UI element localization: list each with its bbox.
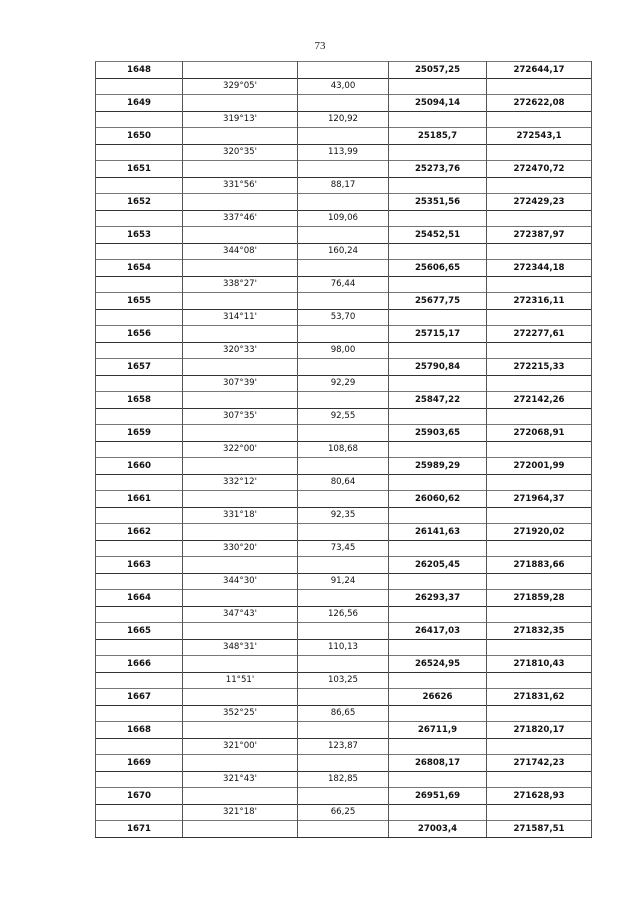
point-id-cell: 1653 — [96, 227, 183, 244]
y-coord-cell: 271832,35 — [487, 623, 592, 640]
x-coord-cell — [389, 771, 487, 788]
x-coord-cell — [389, 606, 487, 623]
segment-row — [96, 309, 592, 326]
length-cell: 80,64 — [298, 474, 389, 491]
segment-row — [96, 474, 592, 491]
point-id-cell: 1667 — [96, 689, 183, 706]
point-id-cell — [96, 639, 183, 656]
length-cell: 91,24 — [298, 573, 389, 590]
point-id-cell: 1651 — [96, 161, 183, 178]
point-id-cell — [96, 540, 183, 557]
point-id-cell — [96, 144, 183, 161]
angle-cell — [183, 62, 298, 79]
y-coord-cell: 271587,51 — [487, 821, 592, 838]
y-coord-cell: 272316,11 — [487, 293, 592, 310]
point-id-cell — [96, 177, 183, 194]
y-coord-cell: 271964,37 — [487, 491, 592, 508]
point-row — [96, 194, 592, 211]
angle-cell — [183, 425, 298, 442]
x-coord-cell: 26808,17 — [389, 755, 487, 772]
segment-row — [96, 210, 592, 227]
coordinates-table — [95, 61, 592, 838]
angle-cell — [183, 557, 298, 574]
point-row — [96, 722, 592, 739]
segment-row — [96, 738, 592, 755]
point-row — [96, 95, 592, 112]
segment-row — [96, 342, 592, 359]
x-coord-cell — [389, 342, 487, 359]
y-coord-cell — [487, 243, 592, 260]
length-cell: 182,85 — [298, 771, 389, 788]
x-coord-cell: 26205,45 — [389, 557, 487, 574]
x-coord-cell: 25989,29 — [389, 458, 487, 475]
point-id-cell: 1666 — [96, 656, 183, 673]
x-coord-cell: 25351,56 — [389, 194, 487, 211]
angle-cell — [183, 590, 298, 607]
angle-cell: 320°33' — [183, 342, 298, 359]
y-coord-cell — [487, 441, 592, 458]
x-coord-cell: 25606,65 — [389, 260, 487, 277]
angle-cell — [183, 260, 298, 277]
y-coord-cell — [487, 474, 592, 491]
x-coord-cell: 25790,84 — [389, 359, 487, 376]
segment-row — [96, 540, 592, 557]
point-id-cell — [96, 111, 183, 128]
angle-cell — [183, 458, 298, 475]
x-coord-cell: 25185,7 — [389, 128, 487, 145]
point-id-cell: 1650 — [96, 128, 183, 145]
angle-cell — [183, 491, 298, 508]
y-coord-cell: 272215,33 — [487, 359, 592, 376]
length-cell — [298, 326, 389, 343]
x-coord-cell — [389, 507, 487, 524]
angle-cell — [183, 359, 298, 376]
x-coord-cell — [389, 309, 487, 326]
length-cell: 73,45 — [298, 540, 389, 557]
x-coord-cell — [389, 243, 487, 260]
length-cell — [298, 590, 389, 607]
angle-cell: 329°05' — [183, 78, 298, 95]
length-cell: 86,65 — [298, 705, 389, 722]
segment-row — [96, 375, 592, 392]
point-id-cell — [96, 375, 183, 392]
x-coord-cell — [389, 474, 487, 491]
angle-cell — [183, 293, 298, 310]
length-cell: 66,25 — [298, 804, 389, 821]
point-id-cell: 1664 — [96, 590, 183, 607]
y-coord-cell — [487, 408, 592, 425]
x-coord-cell — [389, 738, 487, 755]
x-coord-cell: 25847,22 — [389, 392, 487, 409]
angle-cell — [183, 788, 298, 805]
length-cell: 126,56 — [298, 606, 389, 623]
x-coord-cell — [389, 111, 487, 128]
point-id-cell — [96, 243, 183, 260]
segment-row — [96, 441, 592, 458]
length-cell: 108,68 — [298, 441, 389, 458]
x-coord-cell: 25677,75 — [389, 293, 487, 310]
angle-cell: 330°20' — [183, 540, 298, 557]
x-coord-cell: 25094,14 — [389, 95, 487, 112]
angle-cell: 332°12' — [183, 474, 298, 491]
y-coord-cell — [487, 342, 592, 359]
y-coord-cell: 272429,23 — [487, 194, 592, 211]
x-coord-cell: 26711,9 — [389, 722, 487, 739]
length-cell — [298, 557, 389, 574]
point-row — [96, 359, 592, 376]
x-coord-cell — [389, 672, 487, 689]
point-id-cell: 1671 — [96, 821, 183, 838]
point-row — [96, 491, 592, 508]
x-coord-cell — [389, 276, 487, 293]
angle-cell — [183, 392, 298, 409]
x-coord-cell — [389, 78, 487, 95]
point-row — [96, 128, 592, 145]
point-row — [96, 821, 592, 838]
x-coord-cell: 26293,37 — [389, 590, 487, 607]
length-cell — [298, 392, 389, 409]
point-id-cell: 1652 — [96, 194, 183, 211]
length-cell — [298, 425, 389, 442]
point-id-cell: 1654 — [96, 260, 183, 277]
length-cell: 92,29 — [298, 375, 389, 392]
segment-row — [96, 573, 592, 590]
point-id-cell — [96, 309, 183, 326]
y-coord-cell — [487, 738, 592, 755]
y-coord-cell — [487, 672, 592, 689]
segment-row — [96, 672, 592, 689]
length-cell: 92,55 — [298, 408, 389, 425]
length-cell — [298, 128, 389, 145]
y-coord-cell — [487, 177, 592, 194]
y-coord-cell — [487, 507, 592, 524]
angle-cell — [183, 128, 298, 145]
point-row — [96, 161, 592, 178]
x-coord-cell: 26417,03 — [389, 623, 487, 640]
length-cell — [298, 359, 389, 376]
angle-cell: 348°31' — [183, 639, 298, 656]
x-coord-cell: 26060,62 — [389, 491, 487, 508]
point-id-cell — [96, 672, 183, 689]
x-coord-cell — [389, 210, 487, 227]
length-cell — [298, 755, 389, 772]
y-coord-cell — [487, 804, 592, 821]
x-coord-cell: 25057,25 — [389, 62, 487, 79]
length-cell: 120,92 — [298, 111, 389, 128]
angle-cell — [183, 524, 298, 541]
segment-row — [96, 276, 592, 293]
x-coord-cell: 26626 — [389, 689, 487, 706]
point-row — [96, 590, 592, 607]
length-cell — [298, 62, 389, 79]
x-coord-cell: 26951,69 — [389, 788, 487, 805]
point-id-cell: 1663 — [96, 557, 183, 574]
x-coord-cell — [389, 177, 487, 194]
point-id-cell: 1665 — [96, 623, 183, 640]
y-coord-cell: 271742,23 — [487, 755, 592, 772]
point-row — [96, 293, 592, 310]
y-coord-cell: 272470,72 — [487, 161, 592, 178]
point-row — [96, 62, 592, 79]
length-cell: 88,17 — [298, 177, 389, 194]
y-coord-cell — [487, 144, 592, 161]
y-coord-cell: 271859,28 — [487, 590, 592, 607]
point-row — [96, 392, 592, 409]
y-coord-cell: 272644,17 — [487, 62, 592, 79]
length-cell — [298, 689, 389, 706]
angle-cell: 331°56' — [183, 177, 298, 194]
y-coord-cell — [487, 276, 592, 293]
angle-cell — [183, 227, 298, 244]
point-id-cell — [96, 804, 183, 821]
length-cell: 160,24 — [298, 243, 389, 260]
point-row — [96, 524, 592, 541]
segment-row — [96, 705, 592, 722]
angle-cell: 314°11' — [183, 309, 298, 326]
x-coord-cell — [389, 540, 487, 557]
y-coord-cell: 272277,61 — [487, 326, 592, 343]
y-coord-cell — [487, 210, 592, 227]
point-id-cell — [96, 507, 183, 524]
point-id-cell — [96, 441, 183, 458]
point-row — [96, 557, 592, 574]
point-row — [96, 755, 592, 772]
segment-row — [96, 507, 592, 524]
point-id-cell — [96, 573, 183, 590]
point-row — [96, 260, 592, 277]
x-coord-cell — [389, 144, 487, 161]
y-coord-cell: 272387,97 — [487, 227, 592, 244]
point-id-cell — [96, 408, 183, 425]
y-coord-cell — [487, 78, 592, 95]
point-id-cell: 1661 — [96, 491, 183, 508]
segment-row — [96, 144, 592, 161]
angle-cell: 344°30' — [183, 573, 298, 590]
y-coord-cell: 272001,99 — [487, 458, 592, 475]
point-id-cell — [96, 474, 183, 491]
y-coord-cell: 271628,93 — [487, 788, 592, 805]
segment-row — [96, 804, 592, 821]
point-row — [96, 326, 592, 343]
x-coord-cell: 26141,63 — [389, 524, 487, 541]
point-id-cell — [96, 606, 183, 623]
point-id-cell — [96, 276, 183, 293]
x-coord-cell — [389, 804, 487, 821]
point-id-cell: 1659 — [96, 425, 183, 442]
segment-row — [96, 243, 592, 260]
y-coord-cell — [487, 771, 592, 788]
x-coord-cell: 25452,51 — [389, 227, 487, 244]
angle-cell: 337°46' — [183, 210, 298, 227]
angle-cell — [183, 722, 298, 739]
point-row — [96, 425, 592, 442]
length-cell — [298, 722, 389, 739]
angle-cell — [183, 656, 298, 673]
angle-cell: 321°18' — [183, 804, 298, 821]
length-cell — [298, 788, 389, 805]
segment-row — [96, 111, 592, 128]
length-cell: 123,87 — [298, 738, 389, 755]
segment-row — [96, 78, 592, 95]
coordinates-table-body — [96, 62, 592, 838]
point-id-cell: 1656 — [96, 326, 183, 343]
y-coord-cell — [487, 573, 592, 590]
segment-row — [96, 639, 592, 656]
length-cell — [298, 458, 389, 475]
point-id-cell: 1668 — [96, 722, 183, 739]
segment-row — [96, 606, 592, 623]
point-id-cell: 1655 — [96, 293, 183, 310]
length-cell: 103,25 — [298, 672, 389, 689]
point-id-cell: 1658 — [96, 392, 183, 409]
length-cell — [298, 656, 389, 673]
point-id-cell — [96, 342, 183, 359]
angle-cell: 320°35' — [183, 144, 298, 161]
y-coord-cell: 271920,02 — [487, 524, 592, 541]
angle-cell — [183, 623, 298, 640]
angle-cell: 352°25' — [183, 705, 298, 722]
angle-cell — [183, 95, 298, 112]
y-coord-cell: 271831,62 — [487, 689, 592, 706]
x-coord-cell: 26524,95 — [389, 656, 487, 673]
point-id-cell — [96, 78, 183, 95]
length-cell — [298, 524, 389, 541]
angle-cell: 307°39' — [183, 375, 298, 392]
length-cell: 113,99 — [298, 144, 389, 161]
point-row — [96, 656, 592, 673]
point-row — [96, 458, 592, 475]
angle-cell: 347°43' — [183, 606, 298, 623]
angle-cell: 331°18' — [183, 507, 298, 524]
angle-cell — [183, 689, 298, 706]
point-id-cell — [96, 738, 183, 755]
segment-row — [96, 408, 592, 425]
point-row — [96, 227, 592, 244]
x-coord-cell — [389, 408, 487, 425]
angle-cell — [183, 194, 298, 211]
point-id-cell — [96, 210, 183, 227]
y-coord-cell: 271820,17 — [487, 722, 592, 739]
length-cell: 76,44 — [298, 276, 389, 293]
y-coord-cell — [487, 111, 592, 128]
length-cell — [298, 821, 389, 838]
angle-cell: 11°51' — [183, 672, 298, 689]
y-coord-cell: 272142,26 — [487, 392, 592, 409]
point-id-cell: 1662 — [96, 524, 183, 541]
angle-cell: 319°13' — [183, 111, 298, 128]
angle-cell: 344°08' — [183, 243, 298, 260]
length-cell: 109,06 — [298, 210, 389, 227]
x-coord-cell — [389, 573, 487, 590]
x-coord-cell: 25903,65 — [389, 425, 487, 442]
y-coord-cell: 271810,43 — [487, 656, 592, 673]
angle-cell: 307°35' — [183, 408, 298, 425]
angle-cell — [183, 161, 298, 178]
y-coord-cell — [487, 375, 592, 392]
length-cell: 43,00 — [298, 78, 389, 95]
segment-row — [96, 771, 592, 788]
length-cell — [298, 227, 389, 244]
x-coord-cell: 25715,17 — [389, 326, 487, 343]
point-id-cell — [96, 771, 183, 788]
angle-cell — [183, 755, 298, 772]
x-coord-cell — [389, 375, 487, 392]
x-coord-cell — [389, 441, 487, 458]
length-cell — [298, 95, 389, 112]
length-cell — [298, 161, 389, 178]
angle-cell: 321°43' — [183, 771, 298, 788]
y-coord-cell: 272068,91 — [487, 425, 592, 442]
y-coord-cell: 271883,66 — [487, 557, 592, 574]
length-cell — [298, 260, 389, 277]
x-coord-cell — [389, 705, 487, 722]
y-coord-cell — [487, 309, 592, 326]
angle-cell — [183, 326, 298, 343]
y-coord-cell: 272344,18 — [487, 260, 592, 277]
point-id-cell: 1670 — [96, 788, 183, 805]
point-id-cell: 1669 — [96, 755, 183, 772]
y-coord-cell: 272622,08 — [487, 95, 592, 112]
point-id-cell — [96, 705, 183, 722]
length-cell: 53,70 — [298, 309, 389, 326]
angle-cell: 338°27' — [183, 276, 298, 293]
point-id-cell: 1657 — [96, 359, 183, 376]
angle-cell — [183, 821, 298, 838]
length-cell: 92,35 — [298, 507, 389, 524]
angle-cell: 322°00' — [183, 441, 298, 458]
segment-row — [96, 177, 592, 194]
length-cell — [298, 194, 389, 211]
y-coord-cell: 272543,1 — [487, 128, 592, 145]
page-number: 73 — [314, 40, 326, 52]
x-coord-cell: 27003,4 — [389, 821, 487, 838]
point-row — [96, 689, 592, 706]
length-cell: 110,13 — [298, 639, 389, 656]
point-id-cell: 1648 — [96, 62, 183, 79]
x-coord-cell — [389, 639, 487, 656]
y-coord-cell — [487, 705, 592, 722]
length-cell — [298, 293, 389, 310]
length-cell — [298, 491, 389, 508]
length-cell — [298, 623, 389, 640]
point-row — [96, 788, 592, 805]
point-id-cell: 1660 — [96, 458, 183, 475]
point-id-cell: 1649 — [96, 95, 183, 112]
angle-cell: 321°00' — [183, 738, 298, 755]
y-coord-cell — [487, 639, 592, 656]
y-coord-cell — [487, 540, 592, 557]
y-coord-cell — [487, 606, 592, 623]
x-coord-cell: 25273,76 — [389, 161, 487, 178]
point-row — [96, 623, 592, 640]
length-cell: 98,00 — [298, 342, 389, 359]
